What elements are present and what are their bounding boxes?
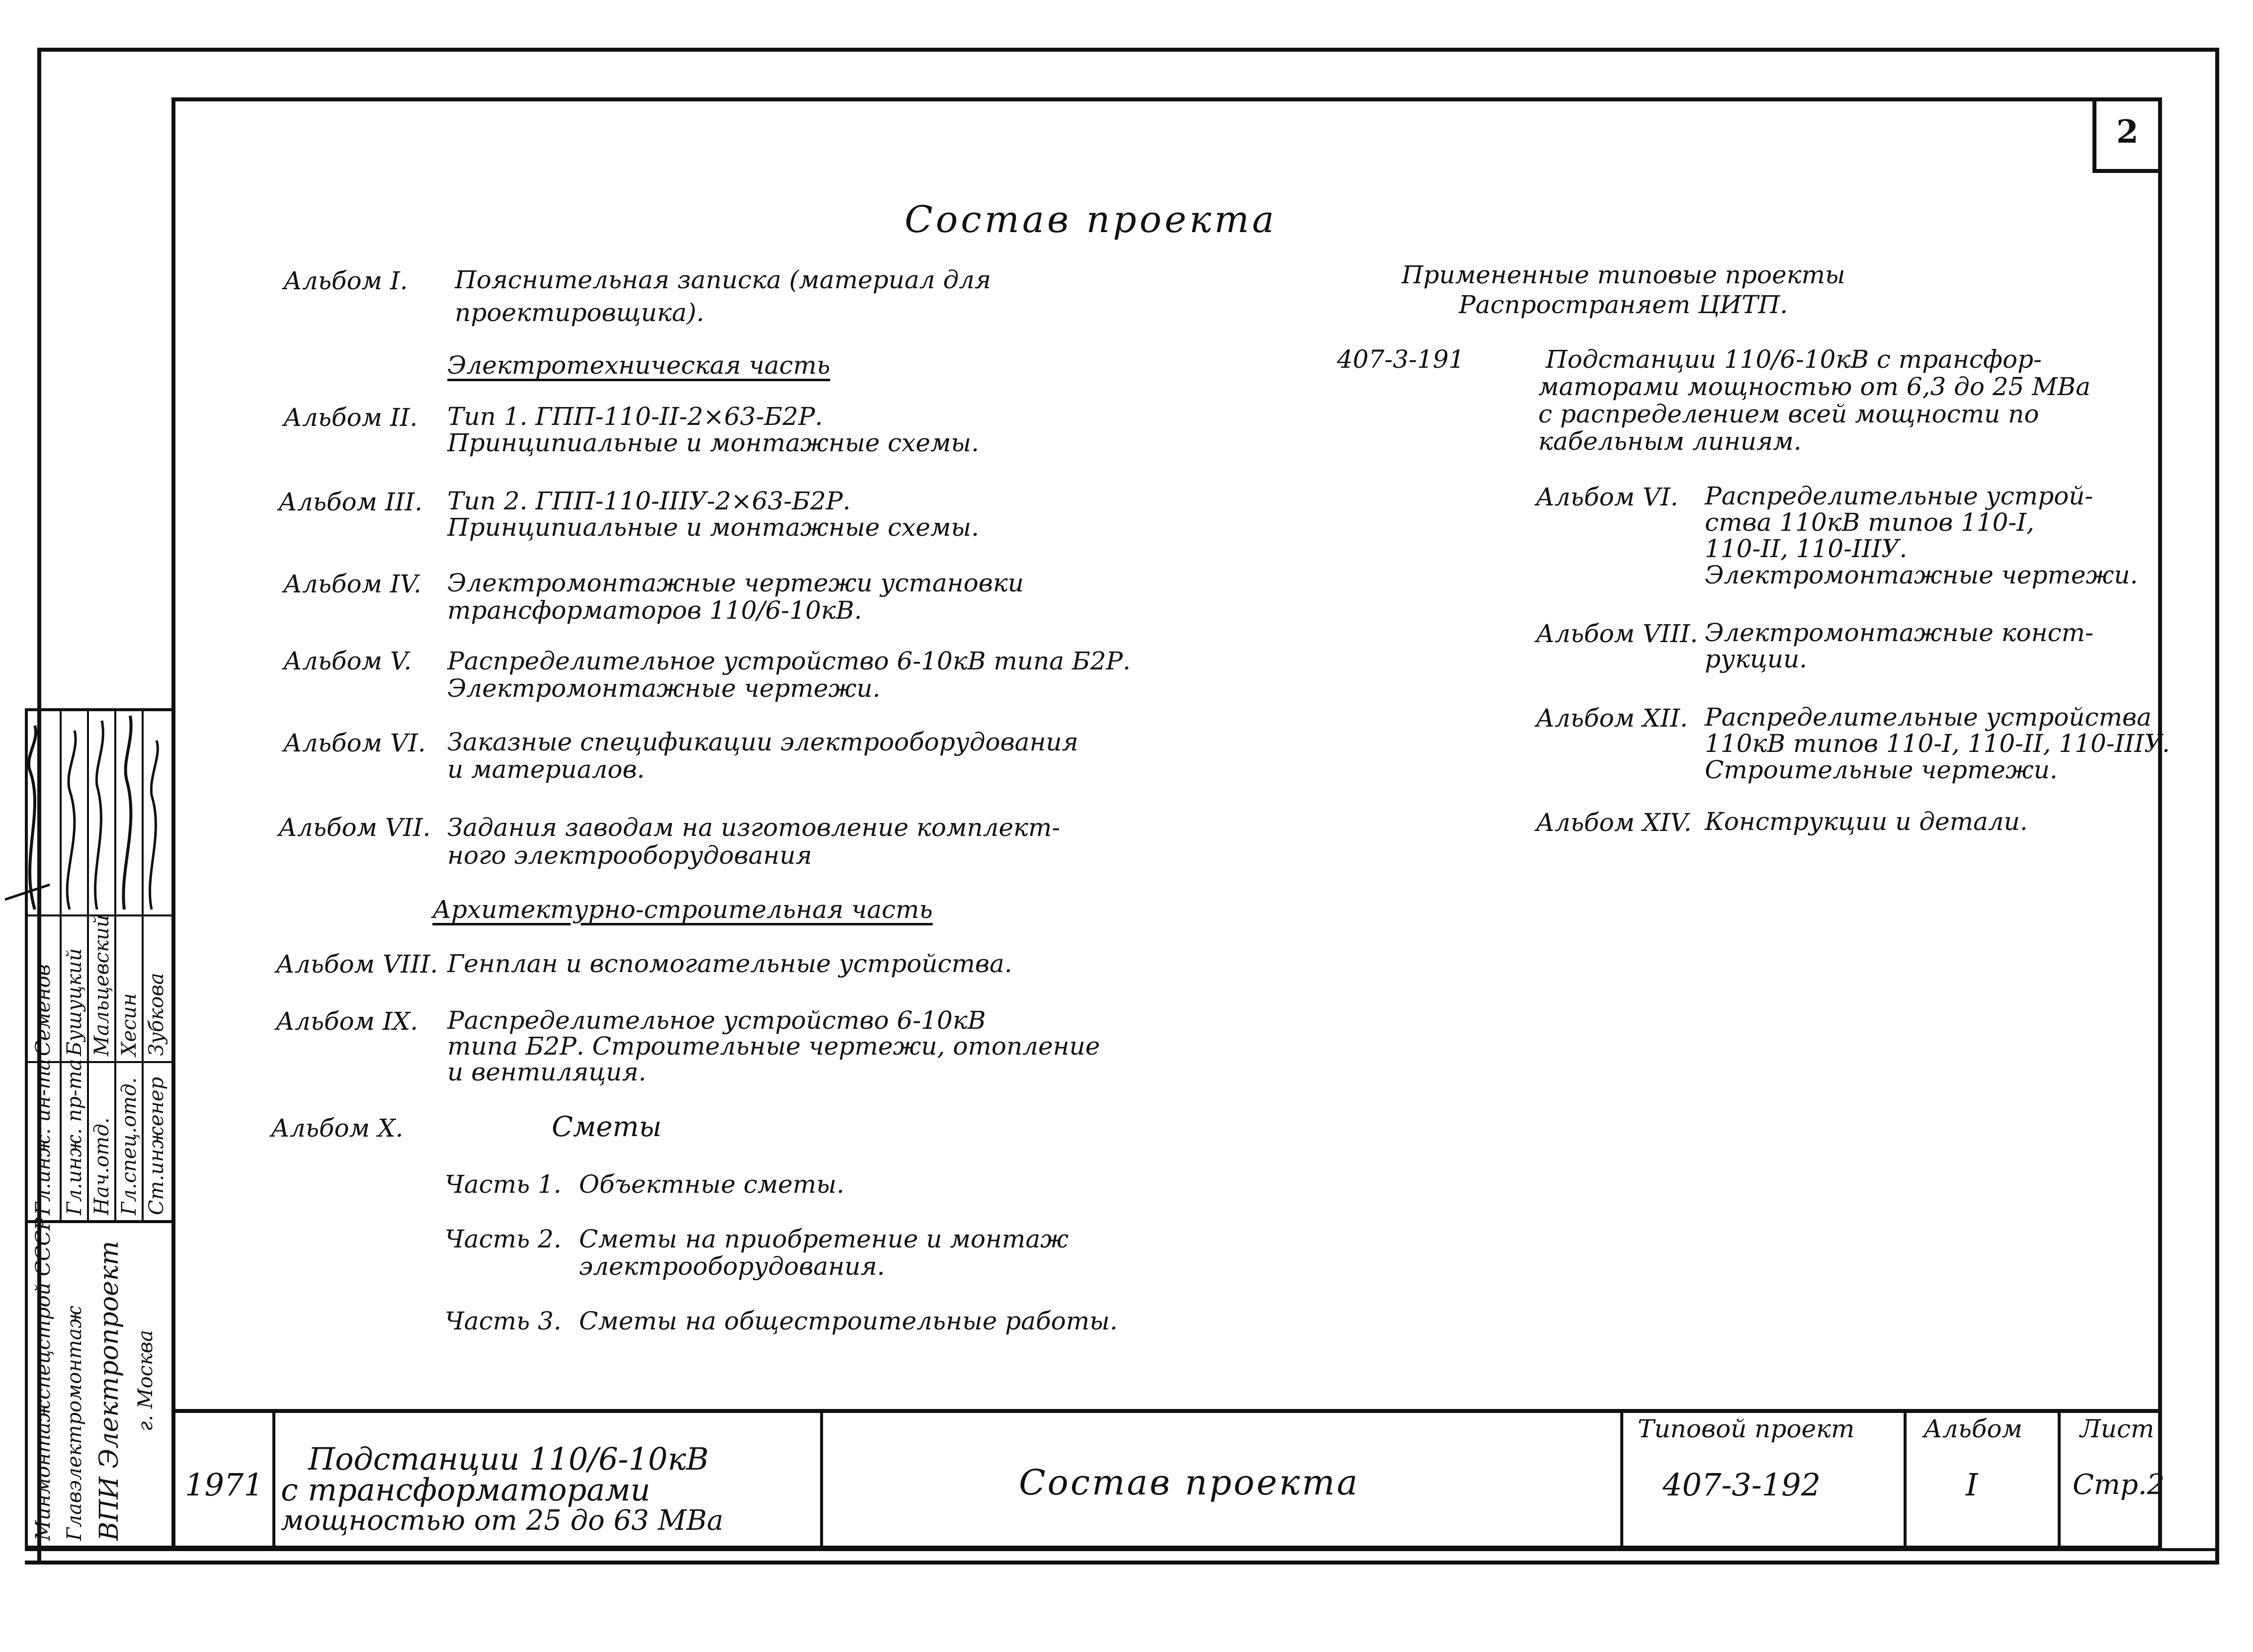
album-9-line-2: типа Б2Р. Строительные чертежи, отопление <box>447 1032 1100 1061</box>
stamp-org-4: г. Москва <box>134 1329 157 1431</box>
title-block-div-2 <box>820 1409 823 1548</box>
album-2-line-1: Тип 1. ГПП-110-II-2×63-Б2Р. <box>447 402 823 431</box>
album-9-label: Альбом IX. <box>276 1007 418 1036</box>
distributor-line: Распространяет ЦИТП. <box>1459 290 1788 319</box>
title-block-div-3 <box>1620 1409 1623 1548</box>
stamp-name-1: Семенов <box>32 964 55 1056</box>
album-4-line-2: трансформаторов 110/6-10кВ. <box>447 596 862 625</box>
inner-frame-right <box>2158 97 2162 1546</box>
stamp-org-2: Главэлектромонтаж <box>63 1306 86 1541</box>
typical-project-code: 407-3-192 <box>1663 1467 1821 1503</box>
estimate-part-3-text: Сметы на общестроительные работы. <box>579 1307 1118 1335</box>
title-block-div-1 <box>272 1409 275 1548</box>
subject-line-2: с трансформаторами <box>281 1472 651 1508</box>
outer-frame-right <box>2215 48 2219 1564</box>
album-1-label: Альбом I. <box>283 266 408 295</box>
section-architectural: Архитектурно-строительная часть <box>432 895 933 924</box>
sheet-value: Стр.2 <box>2073 1469 2165 1501</box>
inner-frame-top <box>174 97 2162 101</box>
estimate-part-2-line-2: электрооборудования. <box>579 1252 885 1281</box>
ref-album-12-line-3: Строительные чертежи. <box>1705 755 2058 784</box>
stamp-position-3: Нач.отд. <box>90 1117 113 1215</box>
album-8-label: Альбом VIII. <box>276 950 438 979</box>
estimate-part-1-text: Объектные сметы. <box>579 1170 844 1199</box>
album-7-line-1: Задания заводам на изготовление комплект- <box>447 813 1061 842</box>
ref-album-6-line-3: 110-II, 110-IIIУ. <box>1705 534 1908 563</box>
ref-album-14-label: Альбом XIV. <box>1536 808 1692 837</box>
album-3-line-1: Тип 2. ГПП-110-IIIУ-2×63-Б2Р. <box>447 487 851 515</box>
ref-album-8-line-1: Электромонтажные конст- <box>1705 618 2093 647</box>
album-4-label: Альбом IV. <box>283 570 421 598</box>
ref-album-8-line-2: рукции. <box>1705 645 1808 673</box>
ref-album-14-line-1: Конструкции и детали. <box>1705 807 2028 836</box>
album-2-label: Альбом II. <box>283 403 418 432</box>
album-6-line-1: Заказные спецификации электрооборудования <box>447 728 1079 756</box>
ref-album-6-line-2: ства 110кВ типов 110-I, <box>1705 508 2035 537</box>
ref-album-6-line-1: Распределительные устрой- <box>1705 482 2093 510</box>
title-block-div-4 <box>1904 1409 1907 1548</box>
ref-album-6-label: Альбом VI. <box>1536 483 1678 511</box>
ref-album-6-line-4: Электромонтажные чертежи. <box>1705 561 2138 589</box>
outer-frame-bottom <box>25 1561 2219 1565</box>
applied-projects-heading: Примененные типовые проекты <box>1402 260 1845 289</box>
album-10-heading: Сметы <box>552 1111 662 1143</box>
reference-project-code: 407-3-191 <box>1337 345 1465 374</box>
reference-project-line-3: с распределением всей мощности по <box>1538 400 2039 428</box>
stamp-name-3: Мальцевский <box>90 914 113 1056</box>
stamp-position-1: Гл.инж. ин-та <box>32 1058 55 1215</box>
stamp-name-2: Бушуцкий <box>63 948 86 1056</box>
page-title: Состав проекта <box>905 198 1277 241</box>
stamp-org-1: Минмонтажспецстрой СССР <box>32 1217 55 1541</box>
album-3-label: Альбом III. <box>278 488 423 516</box>
estimate-part-3-num: Часть 3. <box>445 1307 562 1335</box>
stamp-name-4: Хесин <box>118 993 141 1056</box>
album-3-line-2: Принципиальные и монтажные схемы. <box>447 513 979 542</box>
estimate-part-2-line-1: Сметы на приобретение и монтаж <box>579 1225 1069 1253</box>
album-7-label: Альбом VII. <box>278 813 431 842</box>
doc-title: Состав проекта <box>1019 1462 1360 1503</box>
album-5-line-2: Электромонтажные чертежи. <box>447 674 881 703</box>
album-4-line-1: Электромонтажные чертежи установки <box>447 569 1024 597</box>
stamp-position-5: Ст.инженер <box>145 1076 168 1215</box>
sheet-number: 2 <box>2116 113 2139 151</box>
typical-project-label: Типовой проект <box>1638 1414 1855 1443</box>
inner-frame-left <box>171 97 175 1546</box>
subject-line-3: мощностью от 25 до 63 МВа <box>281 1504 724 1537</box>
inner-frame-bottom <box>25 1546 2162 1550</box>
sheet-label: Лист <box>2080 1414 2155 1443</box>
title-block-top <box>171 1409 2160 1413</box>
ref-album-12-line-2: 110кВ типов 110-I, 110-II, 110-IIIУ. <box>1705 729 2170 758</box>
album-1-line-1: Пояснительная записка (материал для <box>455 265 991 294</box>
signatures <box>0 711 171 919</box>
reference-project-line-2: маторами мощностью от 6,3 до 25 МВа <box>1538 372 2091 401</box>
album-5-line-1: Распределительное устройство 6-10кВ типа Б2Р. <box>447 647 1131 675</box>
ref-album-12-line-1: Распределительные устройства <box>1705 703 2152 732</box>
album-9-line-3: и вентиляция. <box>447 1058 647 1086</box>
album-header-label: Альбом <box>1923 1414 2022 1443</box>
album-9-line-1: Распределительное устройство 6-10кВ <box>447 1006 986 1035</box>
subject-line-1: Подстанции 110/6-10кВ <box>308 1441 709 1477</box>
outer-frame-top <box>37 48 2219 52</box>
album-2-line-2: Принципиальные и монтажные схемы. <box>447 428 979 457</box>
album-value: I <box>1966 1467 1978 1503</box>
sheet-number-box <box>2092 99 2162 173</box>
stamp-position-4: Гл.спец.отд. <box>118 1077 141 1215</box>
reference-project-line-4: кабельным линиям. <box>1538 427 1802 456</box>
estimate-part-1-num: Часть 1. <box>445 1170 562 1199</box>
stamp-name-5: Зубкова <box>145 973 168 1056</box>
album-1-line-2: проектировщика). <box>455 298 704 327</box>
stamp-org-3: ВПИ Электропроект <box>94 1240 124 1541</box>
album-8-line-1: Генплан и вспомогательные устройства. <box>447 949 1012 978</box>
ref-album-8-label: Альбом VIII. <box>1536 619 1698 648</box>
stamp-position-2: Гл.инж. пр-та <box>63 1059 86 1215</box>
section-electrical: Электротехническая часть <box>447 351 831 380</box>
estimate-part-2-num: Часть 2. <box>445 1225 562 1253</box>
reference-project-line-1: Подстанции 110/6-10кВ с трансфор- <box>1546 345 2042 374</box>
album-7-line-2: ного электрооборудования <box>447 841 812 870</box>
album-10-label: Альбом X. <box>271 1114 404 1143</box>
title-block-div-5 <box>2058 1409 2061 1548</box>
album-6-line-2: и материалов. <box>447 755 645 784</box>
album-6-label: Альбом VI. <box>283 729 426 757</box>
album-5-label: Альбом V. <box>283 647 412 675</box>
year: 1971 <box>185 1467 263 1503</box>
ref-album-12-label: Альбом XII. <box>1536 704 1688 733</box>
